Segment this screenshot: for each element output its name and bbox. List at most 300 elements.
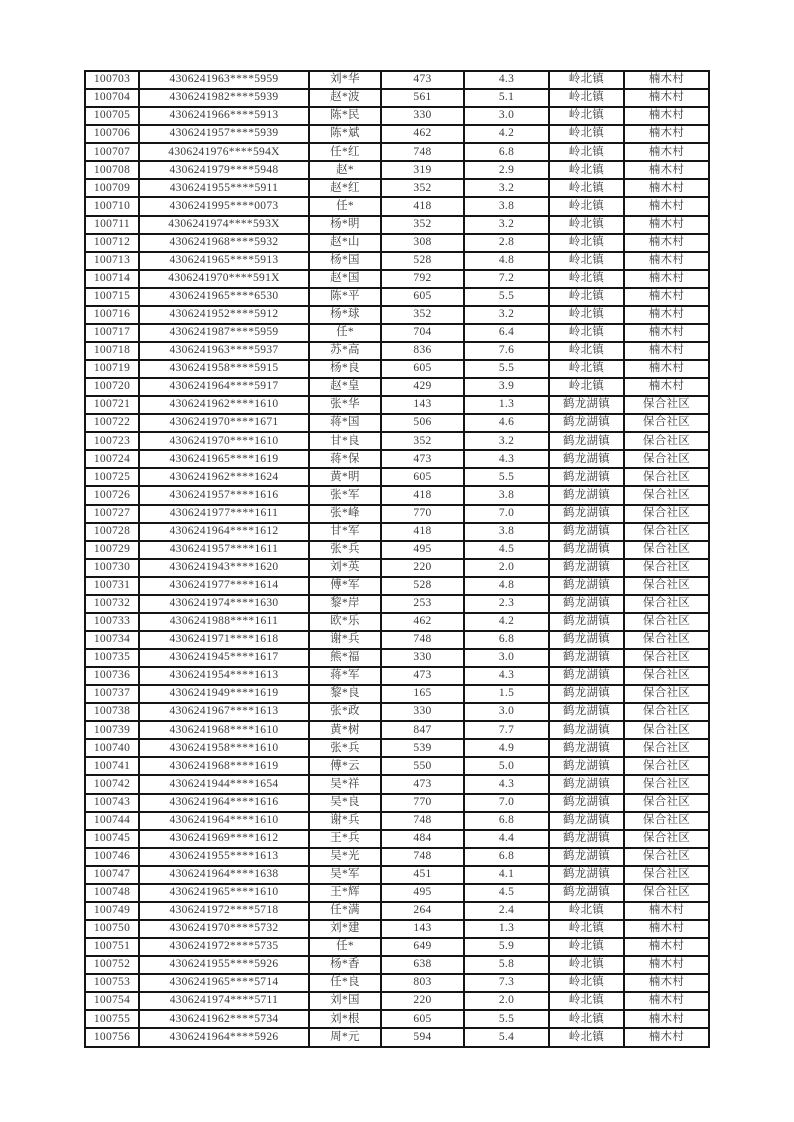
cell-town: 鹤龙湖镇	[549, 848, 624, 866]
table-row	[85, 378, 709, 396]
table-row	[85, 270, 709, 288]
cell-town: 岭北镇	[549, 89, 624, 107]
table-row	[85, 739, 709, 757]
cell-score: 5.5	[464, 468, 549, 486]
cell-serial: 100745	[85, 830, 139, 848]
cell-score: 6.8	[464, 812, 549, 830]
cell-amount: 418	[381, 197, 464, 215]
cell-amount: 704	[381, 324, 464, 342]
cell-village: 楠木村	[624, 378, 709, 396]
cell-score: 7.0	[464, 794, 549, 812]
cell-village: 保合社区	[624, 450, 709, 468]
cell-village: 保合社区	[624, 721, 709, 739]
cell-amount: 847	[381, 721, 464, 739]
cell-score: 1.3	[464, 396, 549, 414]
cell-masked-id: 4306241965****1610	[139, 884, 309, 902]
cell-town: 岭北镇	[549, 143, 624, 161]
cell-amount: 418	[381, 486, 464, 504]
cell-village: 楠木村	[624, 974, 709, 992]
cell-town: 鹤龙湖镇	[549, 523, 624, 541]
cell-masked-id: 4306241979****5948	[139, 161, 309, 179]
cell-town: 鹤龙湖镇	[549, 450, 624, 468]
cell-town: 岭北镇	[549, 956, 624, 974]
table-row	[85, 866, 709, 884]
cell-name: 甘*良	[309, 432, 381, 450]
cell-town: 岭北镇	[549, 216, 624, 234]
cell-masked-id: 4306241972****5718	[139, 902, 309, 920]
cell-score: 5.0	[464, 757, 549, 775]
cell-village: 保合社区	[624, 468, 709, 486]
cell-score: 4.5	[464, 541, 549, 559]
cell-name: 张*兵	[309, 739, 381, 757]
cell-village: 保合社区	[624, 414, 709, 432]
cell-masked-id: 4306241976****594X	[139, 143, 309, 161]
cell-amount: 561	[381, 89, 464, 107]
cell-village: 楠木村	[624, 1010, 709, 1028]
cell-masked-id: 4306241974****5711	[139, 992, 309, 1010]
cell-town: 鹤龙湖镇	[549, 559, 624, 577]
table-row	[85, 559, 709, 577]
cell-masked-id: 4306241970****1610	[139, 432, 309, 450]
cell-town: 岭北镇	[549, 179, 624, 197]
table-row	[85, 197, 709, 215]
cell-village: 保合社区	[624, 866, 709, 884]
cell-town: 鹤龙湖镇	[549, 595, 624, 613]
cell-masked-id: 4306241964****1616	[139, 794, 309, 812]
cell-name: 蒋*保	[309, 450, 381, 468]
cell-amount: 649	[381, 938, 464, 956]
cell-score: 4.9	[464, 739, 549, 757]
cell-serial: 100739	[85, 721, 139, 739]
records-table-body	[85, 71, 709, 1047]
cell-village: 楠木村	[624, 179, 709, 197]
cell-masked-id: 4306241958****5915	[139, 360, 309, 378]
cell-score: 3.8	[464, 486, 549, 504]
table-row	[85, 577, 709, 595]
cell-town: 岭北镇	[549, 197, 624, 215]
cell-village: 楠木村	[624, 902, 709, 920]
table-row	[85, 667, 709, 685]
table-row	[85, 721, 709, 739]
cell-serial: 100720	[85, 378, 139, 396]
cell-town: 鹤龙湖镇	[549, 396, 624, 414]
table-row	[85, 703, 709, 721]
cell-masked-id: 4306241974****593X	[139, 216, 309, 234]
cell-serial: 100730	[85, 559, 139, 577]
cell-serial: 100743	[85, 794, 139, 812]
cell-score: 3.0	[464, 703, 549, 721]
cell-village: 保合社区	[624, 685, 709, 703]
table-row	[85, 848, 709, 866]
cell-town: 鹤龙湖镇	[549, 432, 624, 450]
cell-score: 6.8	[464, 631, 549, 649]
cell-serial: 100734	[85, 631, 139, 649]
cell-score: 5.1	[464, 89, 549, 107]
cell-score: 6.8	[464, 848, 549, 866]
cell-name: 黎*良	[309, 685, 381, 703]
cell-name: 任*红	[309, 143, 381, 161]
cell-name: 赵*	[309, 161, 381, 179]
table-row	[85, 468, 709, 486]
cell-serial: 100706	[85, 125, 139, 143]
cell-amount: 462	[381, 613, 464, 631]
cell-serial: 100709	[85, 179, 139, 197]
cell-name: 杨*球	[309, 306, 381, 324]
cell-village: 保合社区	[624, 848, 709, 866]
cell-serial: 100719	[85, 360, 139, 378]
cell-village: 保合社区	[624, 577, 709, 595]
cell-serial: 100752	[85, 956, 139, 974]
table-row	[85, 450, 709, 468]
cell-name: 傅*军	[309, 577, 381, 595]
cell-amount: 748	[381, 631, 464, 649]
cell-masked-id: 4306241968****5932	[139, 234, 309, 252]
table-row	[85, 631, 709, 649]
cell-town: 岭北镇	[549, 270, 624, 288]
cell-village: 保合社区	[624, 631, 709, 649]
table-row	[85, 234, 709, 252]
cell-amount: 429	[381, 378, 464, 396]
cell-serial: 100728	[85, 523, 139, 541]
table-row	[85, 649, 709, 667]
cell-amount: 264	[381, 902, 464, 920]
cell-village: 楠木村	[624, 89, 709, 107]
cell-name: 蒋*军	[309, 667, 381, 685]
cell-town: 鹤龙湖镇	[549, 830, 624, 848]
cell-name: 蒋*国	[309, 414, 381, 432]
cell-score: 5.5	[464, 1010, 549, 1028]
table-row	[85, 306, 709, 324]
cell-village: 楠木村	[624, 360, 709, 378]
cell-name: 刘*国	[309, 992, 381, 1010]
table-row	[85, 884, 709, 902]
table-row	[85, 1028, 709, 1047]
table-row	[85, 775, 709, 793]
cell-village: 楠木村	[624, 143, 709, 161]
cell-name: 张*政	[309, 703, 381, 721]
table-row	[85, 902, 709, 920]
table-row	[85, 432, 709, 450]
table-row	[85, 89, 709, 107]
cell-score: 7.2	[464, 270, 549, 288]
cell-village: 楠木村	[624, 107, 709, 125]
cell-town: 鹤龙湖镇	[549, 721, 624, 739]
cell-name: 赵*波	[309, 89, 381, 107]
cell-name: 甘*军	[309, 523, 381, 541]
cell-masked-id: 4306241963****5937	[139, 342, 309, 360]
cell-name: 吴*祥	[309, 775, 381, 793]
cell-name: 杨*明	[309, 216, 381, 234]
cell-score: 3.2	[464, 432, 549, 450]
cell-serial: 100729	[85, 541, 139, 559]
cell-amount: 473	[381, 450, 464, 468]
cell-masked-id: 4306241977****1614	[139, 577, 309, 595]
cell-masked-id: 4306241955****5911	[139, 179, 309, 197]
cell-serial: 100737	[85, 685, 139, 703]
table-row	[85, 812, 709, 830]
cell-masked-id: 4306241958****1610	[139, 739, 309, 757]
cell-town: 岭北镇	[549, 938, 624, 956]
cell-amount: 770	[381, 794, 464, 812]
cell-score: 4.6	[464, 414, 549, 432]
cell-score: 7.3	[464, 974, 549, 992]
table-row	[85, 360, 709, 378]
cell-masked-id: 4306241965****6530	[139, 288, 309, 306]
cell-name: 傅*云	[309, 757, 381, 775]
cell-serial: 100748	[85, 884, 139, 902]
cell-serial: 100727	[85, 505, 139, 523]
cell-village: 保合社区	[624, 649, 709, 667]
cell-town: 鹤龙湖镇	[549, 577, 624, 595]
cell-amount: 605	[381, 1010, 464, 1028]
cell-serial: 100723	[85, 432, 139, 450]
cell-town: 岭北镇	[549, 920, 624, 938]
cell-village: 保合社区	[624, 432, 709, 450]
cell-amount: 352	[381, 179, 464, 197]
cell-name: 周*元	[309, 1028, 381, 1047]
cell-name: 杨*香	[309, 956, 381, 974]
cell-amount: 550	[381, 757, 464, 775]
cell-masked-id: 4306241970****5732	[139, 920, 309, 938]
cell-serial: 100704	[85, 89, 139, 107]
cell-score: 2.0	[464, 992, 549, 1010]
cell-name: 陈*平	[309, 288, 381, 306]
cell-name: 黄*明	[309, 468, 381, 486]
cell-serial: 100732	[85, 595, 139, 613]
cell-amount: 528	[381, 577, 464, 595]
cell-town: 鹤龙湖镇	[549, 866, 624, 884]
cell-town: 岭北镇	[549, 1010, 624, 1028]
cell-amount: 495	[381, 541, 464, 559]
cell-village: 楠木村	[624, 71, 709, 89]
cell-masked-id: 4306241949****1619	[139, 685, 309, 703]
cell-name: 熊*福	[309, 649, 381, 667]
cell-amount: 506	[381, 414, 464, 432]
cell-name: 刘*建	[309, 920, 381, 938]
cell-score: 7.7	[464, 721, 549, 739]
cell-town: 岭北镇	[549, 107, 624, 125]
cell-masked-id: 4306241957****1611	[139, 541, 309, 559]
cell-town: 鹤龙湖镇	[549, 541, 624, 559]
cell-masked-id: 4306241968****1619	[139, 757, 309, 775]
cell-masked-id: 4306241954****1613	[139, 667, 309, 685]
cell-serial: 100751	[85, 938, 139, 956]
cell-serial: 100742	[85, 775, 139, 793]
cell-score: 2.3	[464, 595, 549, 613]
cell-village: 保合社区	[624, 884, 709, 902]
cell-amount: 220	[381, 992, 464, 1010]
cell-masked-id: 4306241968****1610	[139, 721, 309, 739]
cell-village: 楠木村	[624, 342, 709, 360]
cell-amount: 605	[381, 468, 464, 486]
cell-name: 任*	[309, 938, 381, 956]
table-row	[85, 71, 709, 89]
table-row	[85, 974, 709, 992]
cell-masked-id: 4306241966****5913	[139, 107, 309, 125]
cell-score: 2.0	[464, 559, 549, 577]
cell-amount: 638	[381, 956, 464, 974]
cell-serial: 100707	[85, 143, 139, 161]
cell-serial: 100710	[85, 197, 139, 215]
cell-village: 保合社区	[624, 812, 709, 830]
cell-score: 4.4	[464, 830, 549, 848]
cell-name: 欧*乐	[309, 613, 381, 631]
cell-village: 保合社区	[624, 523, 709, 541]
cell-name: 谢*兵	[309, 631, 381, 649]
cell-amount: 539	[381, 739, 464, 757]
cell-amount: 748	[381, 848, 464, 866]
cell-name: 陈*斌	[309, 125, 381, 143]
cell-score: 4.5	[464, 884, 549, 902]
cell-masked-id: 4306241945****1617	[139, 649, 309, 667]
cell-score: 5.5	[464, 360, 549, 378]
cell-town: 岭北镇	[549, 1028, 624, 1047]
cell-score: 7.0	[464, 505, 549, 523]
cell-score: 5.9	[464, 938, 549, 956]
cell-amount: 319	[381, 161, 464, 179]
table-row	[85, 161, 709, 179]
cell-village: 楠木村	[624, 270, 709, 288]
cell-village: 保合社区	[624, 505, 709, 523]
cell-masked-id: 4306241964****5926	[139, 1028, 309, 1047]
cell-town: 鹤龙湖镇	[549, 775, 624, 793]
cell-town: 鹤龙湖镇	[549, 414, 624, 432]
cell-name: 陈*民	[309, 107, 381, 125]
cell-masked-id: 4306241955****1613	[139, 848, 309, 866]
table-row	[85, 125, 709, 143]
cell-serial: 100722	[85, 414, 139, 432]
cell-amount: 308	[381, 234, 464, 252]
cell-amount: 473	[381, 667, 464, 685]
cell-score: 4.3	[464, 775, 549, 793]
cell-score: 3.0	[464, 107, 549, 125]
table-row	[85, 541, 709, 559]
cell-town: 鹤龙湖镇	[549, 649, 624, 667]
cell-town: 鹤龙湖镇	[549, 812, 624, 830]
cell-village: 楠木村	[624, 161, 709, 179]
cell-serial: 100735	[85, 649, 139, 667]
cell-serial: 100716	[85, 306, 139, 324]
cell-name: 赵*国	[309, 270, 381, 288]
cell-amount: 330	[381, 649, 464, 667]
cell-village: 保合社区	[624, 486, 709, 504]
cell-name: 吴*军	[309, 866, 381, 884]
records-table	[84, 70, 710, 1048]
cell-amount: 770	[381, 505, 464, 523]
cell-masked-id: 4306241955****5926	[139, 956, 309, 974]
cell-village: 楠木村	[624, 920, 709, 938]
cell-town: 岭北镇	[549, 992, 624, 1010]
cell-name: 赵*红	[309, 179, 381, 197]
cell-village: 楠木村	[624, 216, 709, 234]
table-row	[85, 107, 709, 125]
cell-village: 保合社区	[624, 595, 709, 613]
cell-village: 楠木村	[624, 306, 709, 324]
cell-village: 保合社区	[624, 396, 709, 414]
cell-score: 3.8	[464, 523, 549, 541]
table-row	[85, 179, 709, 197]
cell-village: 楠木村	[624, 288, 709, 306]
cell-serial: 100712	[85, 234, 139, 252]
cell-name: 张*兵	[309, 541, 381, 559]
cell-town: 岭北镇	[549, 974, 624, 992]
cell-name: 张*军	[309, 486, 381, 504]
cell-masked-id: 4306241957****1616	[139, 486, 309, 504]
cell-serial: 100715	[85, 288, 139, 306]
table-row	[85, 685, 709, 703]
table-row	[85, 1010, 709, 1028]
cell-town: 岭北镇	[549, 306, 624, 324]
cell-serial: 100718	[85, 342, 139, 360]
cell-masked-id: 4306241944****1654	[139, 775, 309, 793]
cell-amount: 220	[381, 559, 464, 577]
cell-score: 3.2	[464, 179, 549, 197]
cell-amount: 748	[381, 812, 464, 830]
cell-amount: 594	[381, 1028, 464, 1047]
cell-name: 王*辉	[309, 884, 381, 902]
cell-town: 岭北镇	[549, 378, 624, 396]
cell-score: 4.8	[464, 577, 549, 595]
cell-masked-id: 4306241972****5735	[139, 938, 309, 956]
cell-score: 5.8	[464, 956, 549, 974]
table-row	[85, 830, 709, 848]
cell-amount: 418	[381, 523, 464, 541]
cell-serial: 100705	[85, 107, 139, 125]
table-row	[85, 595, 709, 613]
table-row	[85, 920, 709, 938]
cell-name: 黄*树	[309, 721, 381, 739]
table-row	[85, 486, 709, 504]
cell-town: 鹤龙湖镇	[549, 703, 624, 721]
cell-village: 楠木村	[624, 324, 709, 342]
cell-score: 4.1	[464, 866, 549, 884]
cell-serial: 100736	[85, 667, 139, 685]
cell-amount: 330	[381, 107, 464, 125]
cell-score: 1.5	[464, 685, 549, 703]
cell-masked-id: 4306241965****5913	[139, 252, 309, 270]
cell-amount: 748	[381, 143, 464, 161]
cell-town: 鹤龙湖镇	[549, 667, 624, 685]
cell-name: 王*兵	[309, 830, 381, 848]
cell-serial: 100711	[85, 216, 139, 234]
cell-serial: 100747	[85, 866, 139, 884]
cell-village: 楠木村	[624, 956, 709, 974]
cell-village: 楠木村	[624, 125, 709, 143]
cell-score: 4.2	[464, 125, 549, 143]
cell-serial: 100738	[85, 703, 139, 721]
cell-masked-id: 4306241962****1610	[139, 396, 309, 414]
table-row	[85, 324, 709, 342]
cell-name: 吴*良	[309, 794, 381, 812]
cell-score: 7.6	[464, 342, 549, 360]
cell-amount: 484	[381, 830, 464, 848]
cell-serial: 100717	[85, 324, 139, 342]
cell-score: 3.9	[464, 378, 549, 396]
cell-masked-id: 4306241974****1630	[139, 595, 309, 613]
cell-village: 楠木村	[624, 992, 709, 1010]
cell-village: 楠木村	[624, 1028, 709, 1047]
cell-serial: 100721	[85, 396, 139, 414]
cell-town: 鹤龙湖镇	[549, 739, 624, 757]
cell-amount: 528	[381, 252, 464, 270]
cell-town: 岭北镇	[549, 324, 624, 342]
cell-masked-id: 4306241971****1618	[139, 631, 309, 649]
cell-amount: 495	[381, 884, 464, 902]
cell-name: 任*满	[309, 902, 381, 920]
table-row	[85, 794, 709, 812]
cell-serial: 100724	[85, 450, 139, 468]
table-row	[85, 505, 709, 523]
